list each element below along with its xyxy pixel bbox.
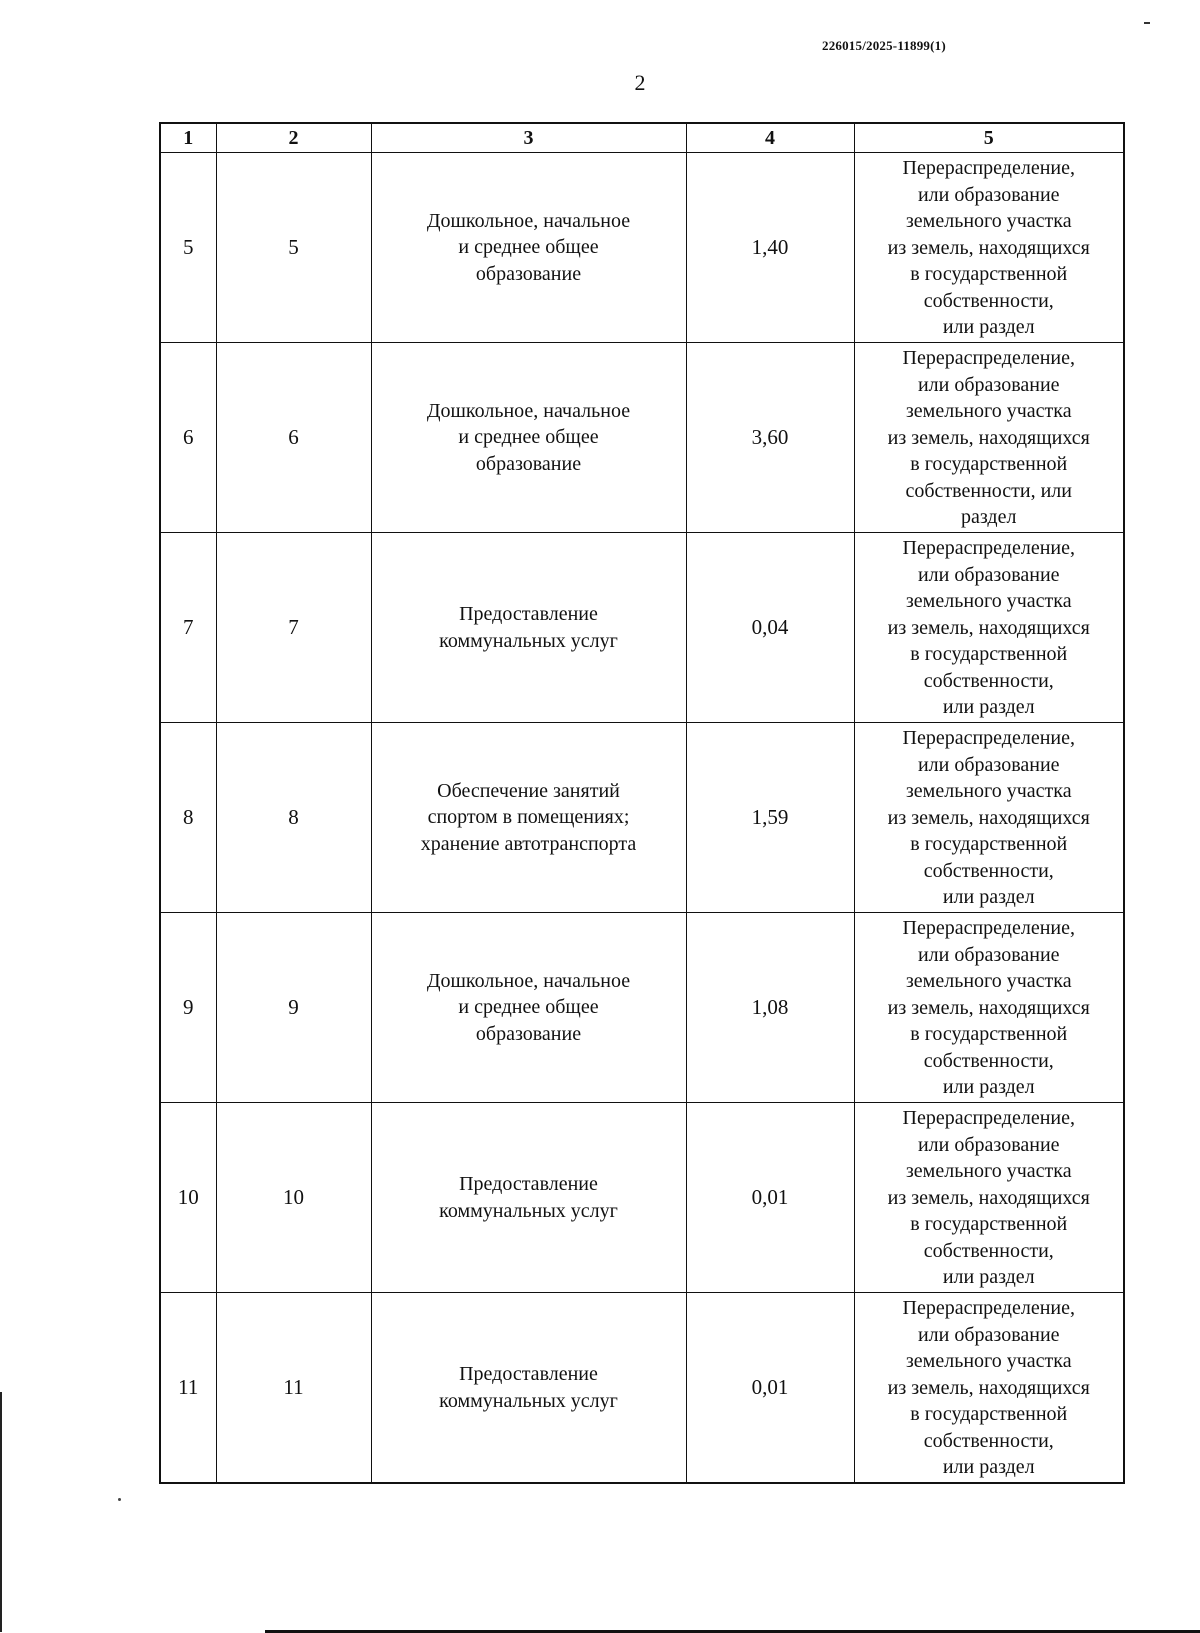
- formation-method-line: собственности,: [923, 669, 1054, 692]
- formation-method-line: земельного участка: [905, 590, 1072, 612]
- cell-formation-method: [854, 913, 1124, 1103]
- cell-number: 9: [160, 913, 216, 1103]
- permitted-use-line: и среднее общее: [458, 996, 599, 1019]
- formation-method-line: или раздел: [942, 1266, 1035, 1288]
- cell-area: 1,08: [686, 913, 854, 1103]
- cell-area: 1,59: [686, 723, 854, 913]
- formation-method-line: из земель, находящихся: [887, 996, 1090, 1019]
- cell-area: 0,01: [686, 1103, 854, 1293]
- table-row: [160, 913, 1124, 1103]
- table-row: [160, 723, 1124, 913]
- formation-method-line: Перераспределение,: [902, 917, 1075, 939]
- cell-zone-number: 11: [216, 1293, 371, 1484]
- cell-formation-method: [854, 723, 1124, 913]
- formation-method-line: или образование: [917, 183, 1060, 206]
- formation-method-line: земельного участка: [905, 1160, 1072, 1182]
- permitted-use-line: образование: [475, 452, 582, 475]
- formation-method-line: собственности,: [923, 1239, 1054, 1262]
- formation-method-line: земельного участка: [905, 780, 1072, 802]
- formation-method-line: земельного участка: [905, 1350, 1072, 1372]
- cell-formation-method: [854, 1103, 1124, 1293]
- formation-method-line: из земель, находящихся: [887, 426, 1090, 449]
- permitted-use-line: коммунальных услуг: [439, 1389, 618, 1412]
- formation-method-line: собственности,: [923, 1429, 1054, 1452]
- cell-zone-number: 7: [216, 533, 371, 723]
- formation-method-line: собственности, или: [905, 479, 1072, 502]
- formation-method-line: земельного участка: [905, 400, 1072, 422]
- formation-method-line: в государственной: [910, 263, 1068, 285]
- cell-permitted-use: [371, 1103, 686, 1293]
- permitted-use-line: Предоставление: [459, 603, 598, 625]
- data-table: [159, 122, 1125, 1484]
- permitted-use-line: Предоставление: [459, 1173, 598, 1195]
- cell-formation-method: [854, 153, 1124, 343]
- formation-method-line: или раздел: [942, 696, 1035, 718]
- cell-number: 10: [160, 1103, 216, 1293]
- formation-method-line: в государственной: [910, 1403, 1068, 1425]
- permitted-use-line: хранение автотранспорта: [420, 832, 637, 855]
- document-number: 226015/2025-11899(1): [822, 38, 946, 53]
- formation-method-line: из земель, находящихся: [887, 806, 1090, 829]
- formation-method-line: в государственной: [910, 833, 1068, 855]
- cell-permitted-use: [371, 153, 686, 343]
- formation-method-line: в государственной: [910, 643, 1068, 665]
- table-row: [160, 1103, 1124, 1293]
- formation-method-line: Перераспределение,: [902, 727, 1075, 749]
- permitted-use-line: Предоставление: [459, 1363, 598, 1385]
- formation-method-line: или раздел: [942, 886, 1035, 908]
- cell-zone-number: 8: [216, 723, 371, 913]
- cell-zone-number: 6: [216, 343, 371, 533]
- permitted-use-line: Дошкольное, начальное: [426, 209, 631, 232]
- header-col-4: 4: [686, 123, 854, 153]
- cell-number: 7: [160, 533, 216, 723]
- formation-method-line: или раздел: [942, 316, 1035, 338]
- cell-permitted-use: [371, 343, 686, 533]
- cell-zone-number: 10: [216, 1103, 371, 1293]
- page-number: 2: [634, 70, 646, 95]
- cell-number: 6: [160, 343, 216, 533]
- permitted-use-line: коммунальных услуг: [439, 629, 618, 652]
- scan-mark: [1144, 22, 1150, 24]
- formation-method-line: из земель, находящихся: [887, 1186, 1090, 1209]
- header-col-1: 1: [160, 123, 216, 153]
- cell-zone-number: 9: [216, 913, 371, 1103]
- formation-method-line: в государственной: [910, 453, 1068, 475]
- scan-edge-mark: [0, 1392, 2, 1632]
- formation-method-line: Перераспределение,: [902, 1297, 1075, 1319]
- table-row: [160, 1293, 1124, 1484]
- cell-area: 0,01: [686, 1293, 854, 1484]
- table-header-row: [160, 123, 1124, 153]
- formation-method-line: Перераспределение,: [902, 537, 1075, 559]
- header-col-3: 3: [371, 123, 686, 153]
- permitted-use-line: образование: [475, 1022, 582, 1045]
- cell-formation-method: [854, 1293, 1124, 1484]
- formation-method-line: раздел: [961, 506, 1017, 528]
- formation-method-line: собственности,: [923, 859, 1054, 882]
- permitted-use-line: и среднее общее: [458, 236, 599, 259]
- permitted-use-line: Дошкольное, начальное: [426, 969, 631, 992]
- cell-number: 8: [160, 723, 216, 913]
- formation-method-line: или образование: [917, 1133, 1060, 1156]
- table-body: [160, 153, 1124, 1484]
- cell-number: 11: [160, 1293, 216, 1484]
- formation-method-line: или образование: [917, 373, 1060, 396]
- permitted-use-line: коммунальных услуг: [439, 1199, 618, 1222]
- formation-method-line: из земель, находящихся: [887, 1376, 1090, 1399]
- cell-permitted-use: [371, 1293, 686, 1484]
- formation-method-line: Перераспределение,: [902, 157, 1075, 179]
- permitted-use-line: и среднее общее: [458, 426, 599, 449]
- formation-method-line: земельного участка: [905, 970, 1072, 992]
- formation-method-line: Перераспределение,: [902, 1107, 1075, 1129]
- table-row: [160, 153, 1124, 343]
- formation-method-line: или образование: [917, 753, 1060, 776]
- cell-zone-number: 5: [216, 153, 371, 343]
- cell-permitted-use: [371, 723, 686, 913]
- formation-method-line: из земель, находящихся: [887, 616, 1090, 639]
- header-col-5: 5: [854, 123, 1124, 153]
- formation-method-line: или образование: [917, 563, 1060, 586]
- formation-method-line: собственности,: [923, 1049, 1054, 1072]
- cell-permitted-use: [371, 533, 686, 723]
- formation-method-line: или раздел: [942, 1076, 1035, 1098]
- cell-formation-method: [854, 533, 1124, 723]
- formation-method-line: или образование: [917, 943, 1060, 966]
- table-row: [160, 533, 1124, 723]
- permitted-use-line: образование: [475, 262, 582, 285]
- table-row: [160, 343, 1124, 533]
- formation-method-line: из земель, находящихся: [887, 236, 1090, 259]
- cell-area: 3,60: [686, 343, 854, 533]
- formation-method-line: Перераспределение,: [902, 347, 1075, 369]
- cell-formation-method: [854, 343, 1124, 533]
- formation-method-line: земельного участка: [905, 210, 1072, 232]
- formation-method-line: или образование: [917, 1323, 1060, 1346]
- cell-permitted-use: [371, 913, 686, 1103]
- permitted-use-line: Дошкольное, начальное: [426, 399, 631, 422]
- formation-method-line: или раздел: [942, 1456, 1035, 1478]
- permitted-use-line: спортом в помещениях;: [427, 806, 630, 829]
- formation-method-line: в государственной: [910, 1023, 1068, 1045]
- cell-area: 0,04: [686, 533, 854, 723]
- cell-area: 1,40: [686, 153, 854, 343]
- formation-method-line: в государственной: [910, 1213, 1068, 1235]
- scan-dot: [118, 1498, 121, 1501]
- cell-number: 5: [160, 153, 216, 343]
- formation-method-line: собственности,: [923, 289, 1054, 312]
- header-col-2: 2: [216, 123, 371, 153]
- permitted-use-line: Обеспечение занятий: [437, 779, 620, 802]
